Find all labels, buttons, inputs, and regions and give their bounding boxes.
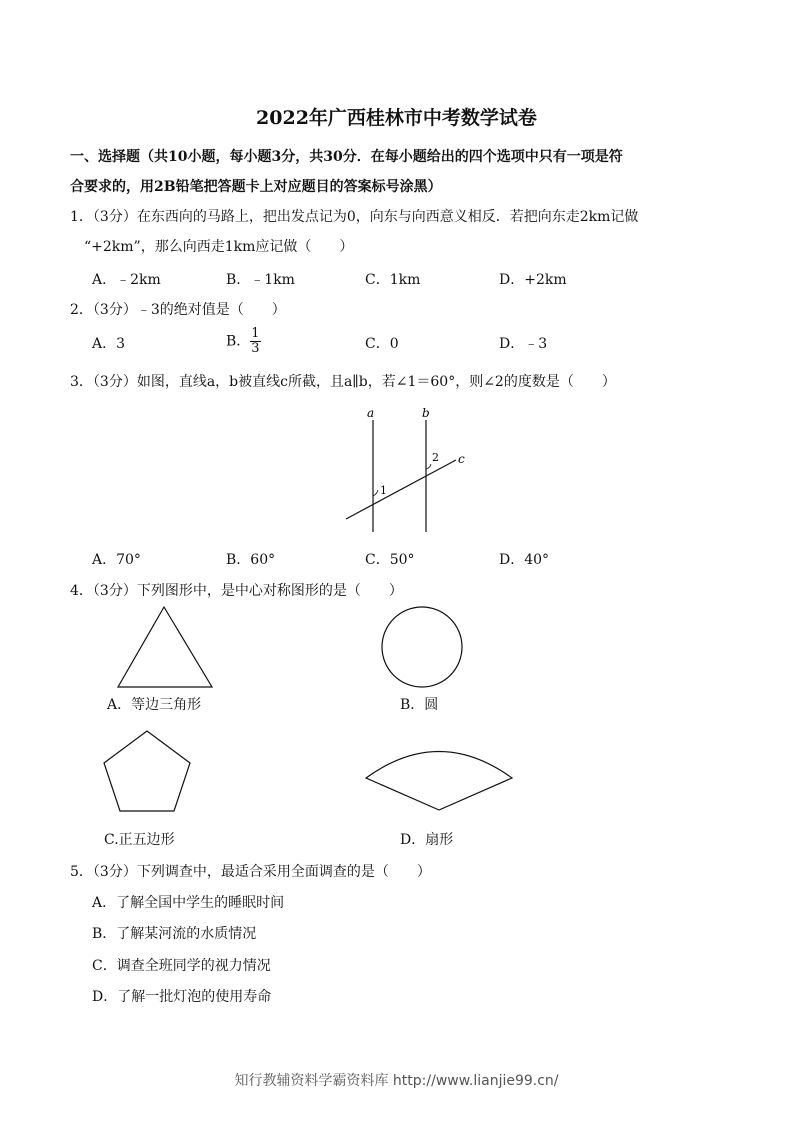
page-title: 2022年广西桂林市中考数学试卷 [256,107,537,129]
label-angle-2: 2 [432,451,439,464]
q2-option-d: D．﹣3 [499,336,548,352]
fraction-numerator: 1 [251,326,260,341]
label-angle-1: 1 [380,484,387,497]
q5-stem: 5．（3分）下列调查中，最适合采用全面调查的是（ ） [70,864,431,880]
q1-option-d: D．+2km [499,272,567,288]
q3-option-a: A．70° [92,552,141,568]
q1-stem-line1: 1．（3分）在东西向的马路上，把出发点记为0，向东与向西意义相反．若把向东走2km记做 [70,209,639,225]
parallel-lines-figure [330,402,480,537]
fraction [250,327,260,356]
sector-figure [362,740,517,815]
label-b: b [422,406,430,420]
q4-option-a: A．等边三角形 [107,697,202,713]
q4-option-b: B．圆 [400,697,439,713]
circle-figure [378,603,466,691]
q2-option-b [226,327,261,356]
q1-stem-line2: “+2km”，那么向西走1km应记做（ ） [84,239,354,255]
angle-2-arc [426,464,431,469]
q3-option-b: B．60° [226,552,276,568]
q5-option-a: A．了解全国中学生的睡眠时间 [92,895,285,911]
q2-option-b-prefix: B． [226,333,251,350]
section-heading-line2: 合要求的，用2B铅笔把答题卡上对应题目的答案标号涂黑） [70,179,442,195]
q5-option-d: D．了解一批灯泡的使用寿命 [92,989,272,1005]
q3-option-c: C．50° [365,552,415,568]
angle-1-arc [373,490,378,496]
q1-option-c: C．1km [365,272,421,288]
q1-option-b: B．﹣1km [226,272,295,288]
regular-pentagon-figure [100,727,195,815]
q4-option-c: C.正五边形 [104,832,175,848]
q4-option-d: D．扇形 [400,832,454,848]
q5-option-b: B．了解某河流的水质情况 [92,926,257,942]
footer-watermark: 知行教辅资料学霸资料库 http://www.lianjie99.cn/ [234,1073,559,1089]
q3-option-d: D．40° [499,552,550,568]
fraction-denominator: 3 [251,341,260,356]
q2-option-a: A．3 [92,336,126,352]
line-c [346,460,456,519]
section-heading-line1: 一、选择题（共10小题，每小题3分，共30分．在每小题给出的四个选项中只有一项是符 [70,149,623,165]
q2-option-c: C．0 [365,336,399,352]
equilateral-triangle-figure [112,603,217,691]
q3-stem: 3．（3分）如图，直线a，b被直线c所截，且a∥b，若∠1＝60°，则∠2的度数是（ ） [70,374,616,390]
label-a: a [367,406,375,420]
q2-stem: 2．（3分）﹣3的绝对值是（ ） [70,302,286,318]
q4-stem: 4．（3分）下列图形中，是中心对称图形的是（ ） [70,583,403,599]
q1-option-a: A．﹣2km [92,272,161,288]
q5-option-c: C．调查全班同学的视力情况 [92,958,271,974]
label-c: c [458,452,465,466]
